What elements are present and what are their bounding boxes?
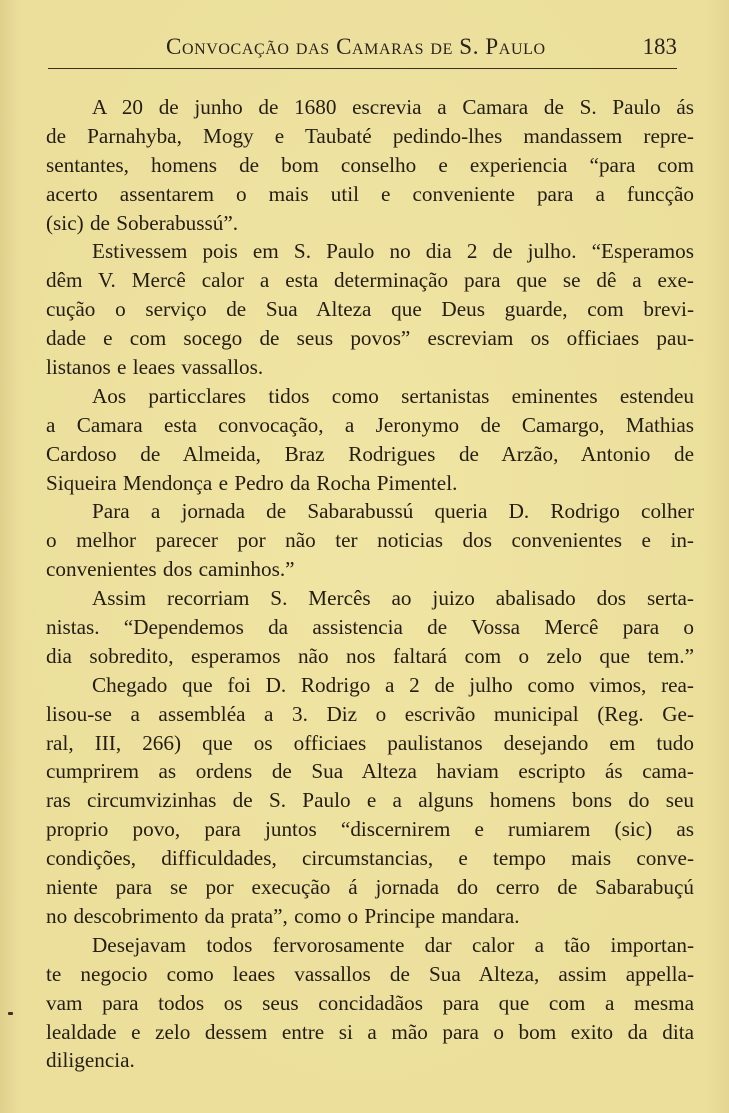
body-text xyxy=(46,93,694,1075)
text-line: dade e com socego de seus povos” escreviam os officiaes pau- xyxy=(46,326,694,351)
text-line: niente para se por execução á jornada do cerro de Sabarabuçú xyxy=(46,875,694,900)
text-line: de Parnahyba, Mogy e Taubaté pedindo-lhes mandassem repre- xyxy=(46,123,694,148)
text-line: convenientes dos caminhos.” xyxy=(46,557,295,582)
text-line: A 20 de junho de 1680 escrevia a Camara de S. Paulo ás xyxy=(92,95,694,119)
text-line: Chegado que foi D. Rodrigo a 2 de julho como vimos, rea- xyxy=(92,672,694,697)
text-line: sentantes, homens de bom conselho e experiencia “para com xyxy=(46,152,694,177)
text-line: a Camara esta convocação, a Jeronymo de Camargo, Mathias xyxy=(46,412,694,437)
text-line: ral, III, 266) que os officiaes paulistanos desejando em tudo xyxy=(46,730,694,755)
text-line: o melhor parecer por não ter noticias dos convenientes e in- xyxy=(46,528,694,553)
text-line: Para a jornada de Sabarabussú queria D. Rodrigo colher xyxy=(92,499,694,524)
text-line: cumprirem as ordens de Sua Alteza haviam escripto ás cama- xyxy=(46,759,694,784)
text-line: te negocio como leaes vassallos de Sua Alteza, assim appella- xyxy=(46,961,694,986)
text-line: vam para todos os seus concidadãos para que com a mesma xyxy=(46,990,694,1015)
text-line: diligencia. xyxy=(46,1048,135,1073)
text-line: (sic) de Soberabussú”. xyxy=(46,210,239,235)
text-line: dêm V. Mercê calor a esta determinação para que se dê a exe- xyxy=(46,268,694,293)
text-line: cução o serviço de Sua Alteza que Deus guarde, com brevi- xyxy=(46,297,694,322)
text-line: listanos e leaes vassallos. xyxy=(46,355,264,380)
margin-mark xyxy=(8,1012,13,1015)
text-line: lealdade e zelo dessem entre si a mão para o bom exito da dita xyxy=(46,1019,694,1044)
page-number: 183 xyxy=(642,34,677,59)
text-line: condições, difficuldades, circumstancias, e tempo mais conve- xyxy=(46,846,694,871)
text-line: Estivessem pois em S. Paulo no dia 2 de julho. “Esperamos xyxy=(92,239,694,264)
text-line: no descobrimento da prata”, como o Principe mandara. xyxy=(46,903,520,928)
text-line: Assim recorriam S. Mercês ao juizo abalisado dos serta- xyxy=(92,586,694,611)
text-line: lisou-se a assembléa a 3. Diz o escrivão municipal (Reg. Ge- xyxy=(46,701,694,726)
text-line: acerto assentarem o mais util e conveniente para a funcção xyxy=(46,181,694,206)
text-line: Siqueira Mendonça e Pedro da Rocha Pimentel. xyxy=(46,470,458,495)
header-rule xyxy=(48,68,677,69)
text-line: ras circumvizinhas de S. Paulo e a alguns homens bons do seu xyxy=(46,788,694,813)
text-line: Cardoso de Almeida, Braz Rodrigues de Arzão, Antonio de xyxy=(46,441,694,466)
text-line: Aos particclares tidos como sertanistas eminentes estendeu xyxy=(92,383,694,408)
text-line: proprio povo, para juntos “discernirem e rumiarem (sic) as xyxy=(46,817,694,842)
text-line: dia sobredito, esperamos não nos faltará com o zelo que tem.” xyxy=(46,643,694,668)
running-title: Convocação das Camaras de S. Paulo xyxy=(166,34,546,59)
text-line: nistas. “Dependemos da assistencia de Vossa Mercê para o xyxy=(46,615,694,640)
running-head xyxy=(48,34,677,68)
text-line: Desejavam todos fervorosamente dar calor a tão importan- xyxy=(92,932,694,957)
